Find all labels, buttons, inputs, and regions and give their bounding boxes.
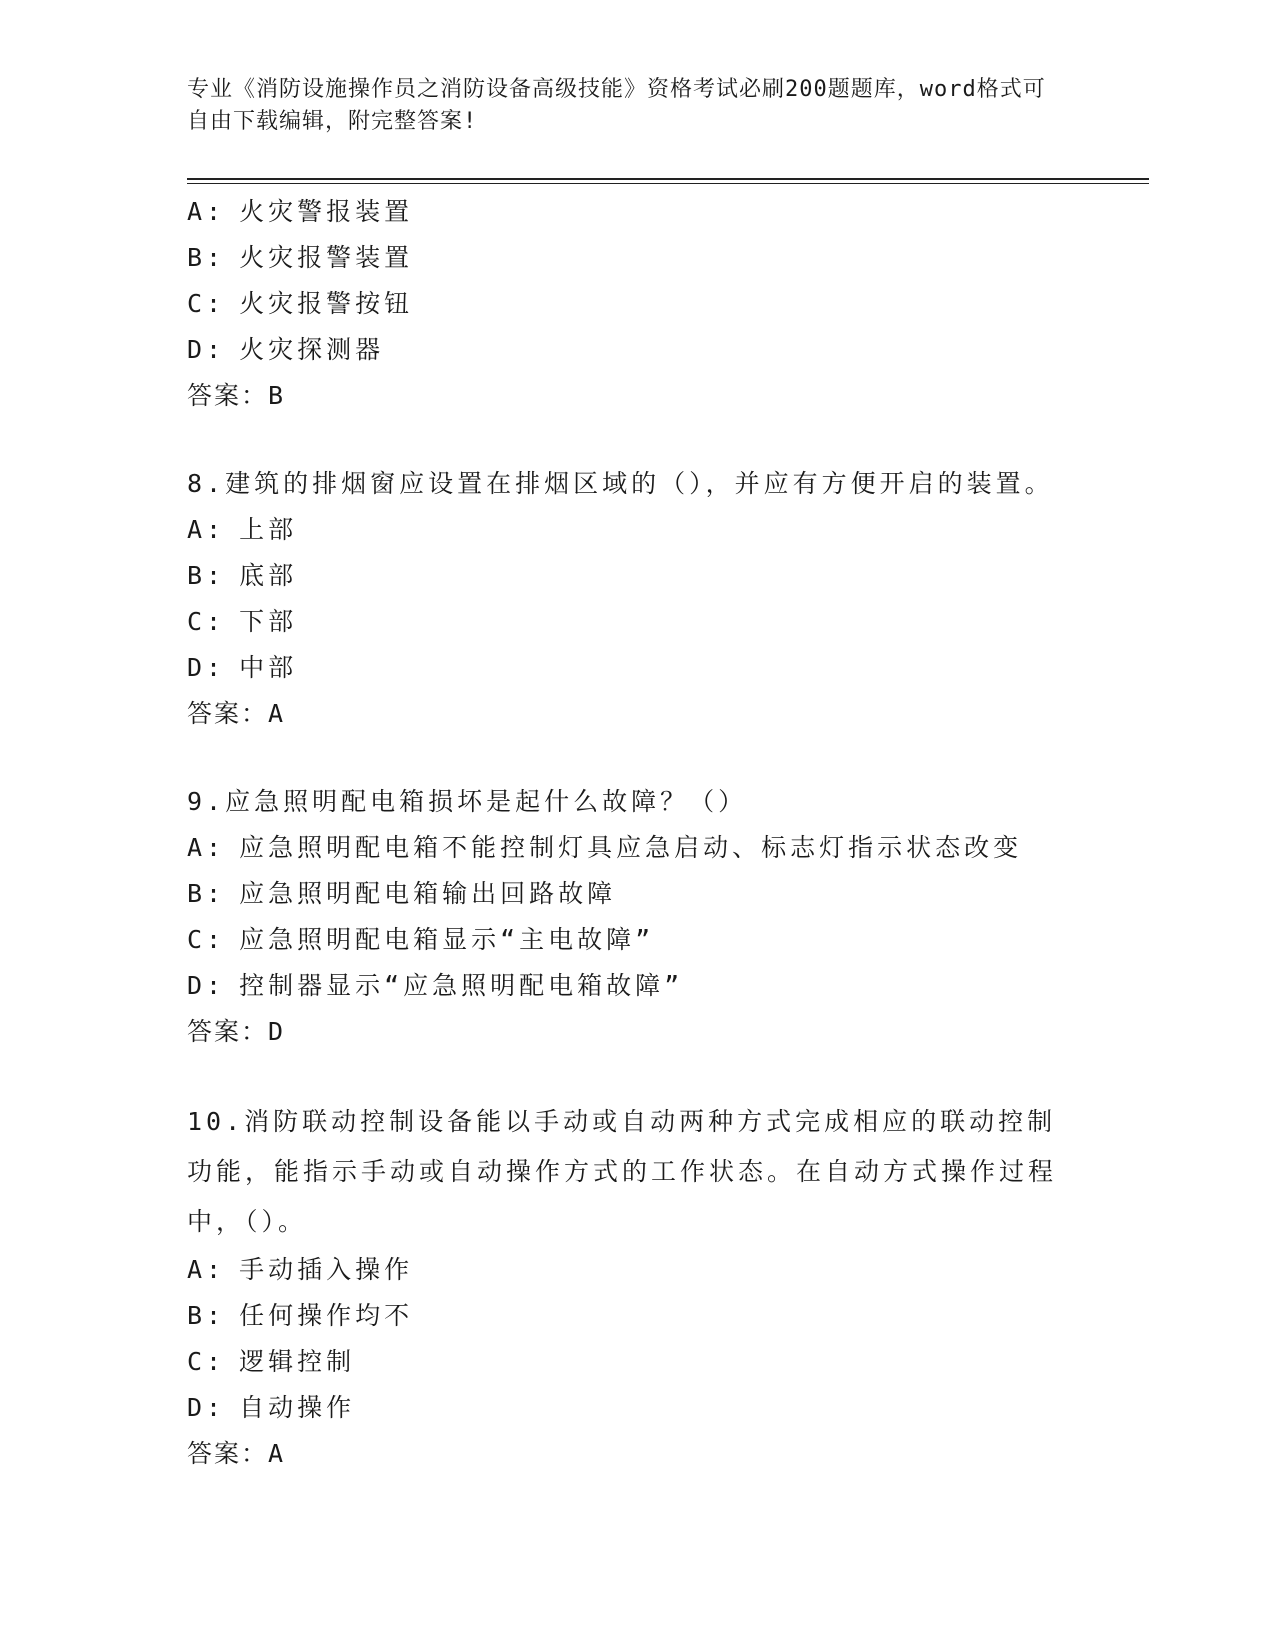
option-label: C:: [187, 607, 226, 636]
option-text: 任何操作均不: [239, 1301, 414, 1330]
option-text: 控制器显示“应急照明配电箱故障”: [239, 971, 684, 1000]
answer-line: 答案：A: [187, 699, 286, 728]
question-stem: 9.应急照明配电箱损坏是起什么故障？（）: [187, 787, 748, 816]
option-text: 应急照明配电箱输出回路故障: [239, 879, 617, 908]
option-text: 逻辑控制: [239, 1347, 356, 1376]
answer-line: 答案：D: [187, 1017, 286, 1046]
question-7-continued: [187, 189, 1087, 419]
option-label: A:: [187, 1255, 226, 1284]
question-list: [187, 189, 1087, 1477]
question-10: [187, 1097, 1087, 1477]
option-label: D:: [187, 971, 226, 1000]
option-b: [187, 1293, 1087, 1339]
option-text: 自动操作: [239, 1393, 356, 1422]
option-text: 上部: [239, 515, 298, 544]
option-text: 中部: [239, 653, 298, 682]
option-text: 应急照明配电箱不能控制灯具应急启动、标志灯指示状态改变: [239, 833, 1023, 862]
question-stem: 8.建筑的排烟窗应设置在排烟区域的（），并应有方便开启的装置。: [187, 469, 1054, 498]
option-label: D:: [187, 335, 226, 364]
option-b: [187, 871, 1087, 917]
option-d: [187, 327, 1087, 373]
option-label: B:: [187, 1301, 226, 1330]
option-text: 火灾警报装置: [239, 197, 414, 226]
option-label: B:: [187, 243, 226, 272]
option-c: [187, 281, 1087, 327]
option-label: A:: [187, 515, 226, 544]
option-a: [187, 825, 1087, 871]
option-text: 火灾探测器: [239, 335, 385, 364]
answer-line: 答案：B: [187, 381, 286, 410]
option-text: 下部: [239, 607, 298, 636]
header-divider-thick: [187, 178, 1149, 180]
header-divider-thin: [187, 183, 1149, 184]
option-c: [187, 599, 1087, 645]
option-b: [187, 553, 1087, 599]
question-8: [187, 461, 1087, 737]
option-label: A:: [187, 833, 226, 862]
option-b: [187, 235, 1087, 281]
option-label: B:: [187, 561, 226, 590]
option-label: D:: [187, 1393, 226, 1422]
question-stem: 10.消防联动控制设备能以手动或自动两种方式完成相应的联动控制功能，能指示手动或自动操作方式的工作状态。在自动方式操作过程中，（）。: [187, 1107, 1058, 1236]
option-text: 手动插入操作: [239, 1255, 414, 1284]
option-label: A:: [187, 197, 226, 226]
option-c: [187, 1339, 1087, 1385]
option-label: B:: [187, 879, 226, 908]
document-header: 专业《消防设施操作员之消防设备高级技能》资格考试必刷200题题库，word格式可自由下载编辑，附完整答案!: [187, 77, 1046, 134]
option-d: [187, 1385, 1087, 1431]
option-text: 火灾报警装置: [239, 243, 414, 272]
option-a: [187, 189, 1087, 235]
question-9: [187, 779, 1087, 1055]
option-a: [187, 1247, 1087, 1293]
option-label: C:: [187, 1347, 226, 1376]
option-text: 底部: [239, 561, 298, 590]
option-label: C:: [187, 925, 226, 954]
option-label: C:: [187, 289, 226, 318]
option-d: [187, 963, 1087, 1009]
option-label: D:: [187, 653, 226, 682]
option-a: [187, 507, 1087, 553]
option-text: 火灾报警按钮: [239, 289, 414, 318]
option-c: [187, 917, 1087, 963]
answer-line: 答案：A: [187, 1439, 286, 1468]
option-d: [187, 645, 1087, 691]
option-text: 应急照明配电箱显示“主电故障”: [239, 925, 655, 954]
